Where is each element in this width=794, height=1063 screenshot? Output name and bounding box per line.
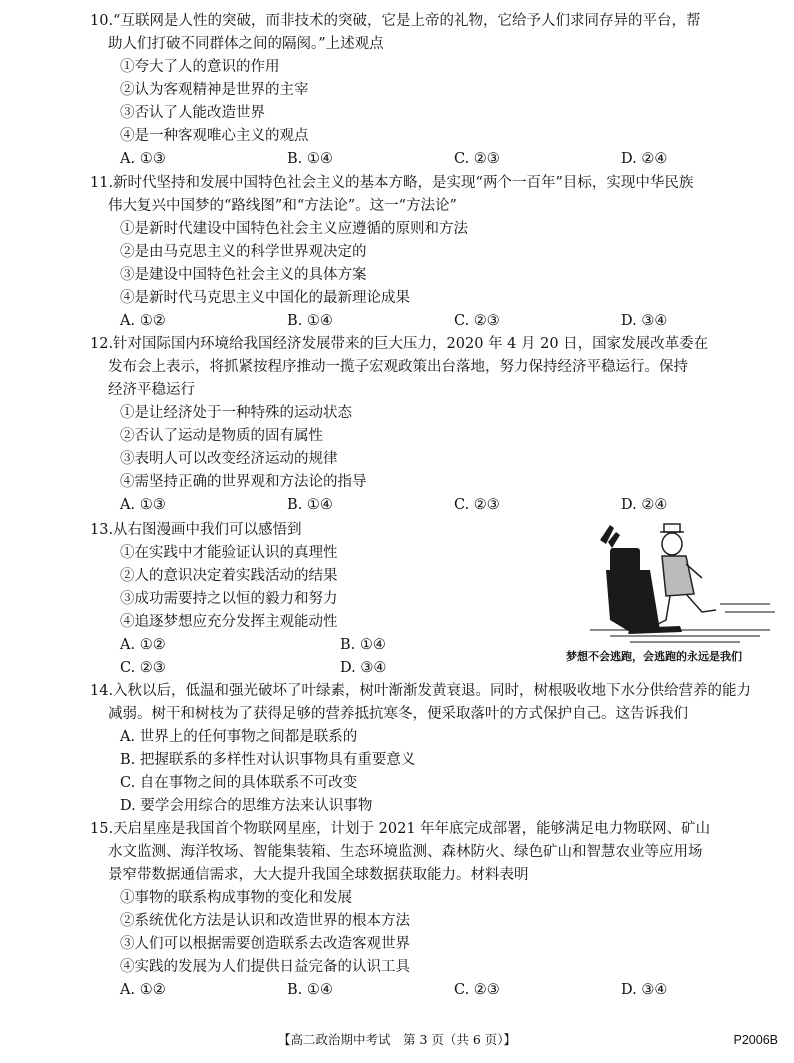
option-item: ③成功需要持之以恒的毅力和努力 — [120, 591, 338, 607]
option-item: ③是建设中国特色社会主义的具体方案 — [120, 267, 367, 283]
option-item: ③否认了人能改造世界 — [120, 105, 265, 121]
question-stem-line: 助人们打破不同群体之间的隔阂。”上述观点 — [108, 36, 384, 52]
choice-a: A. ①③ — [120, 497, 166, 513]
option-item: ①在实践中才能验证认识的真理性 — [120, 545, 338, 561]
option-item: ③表明人可以改变经济运动的规律 — [120, 451, 338, 467]
question-stem-line: 15.天启星座是我国首个物联网星座，计划于 2021 年年底完成部署，能够满足电力物联网、矿山 — [90, 821, 711, 837]
question-stem-line: 减弱。树干和树枝为了获得足够的营养抵抗寒冬，便采取落叶的方式保护自己。这告诉我们 — [108, 706, 688, 722]
footer-exam-code: P2006B — [733, 1033, 778, 1047]
choice-d: D. ③④ — [621, 982, 668, 998]
choice-d: D. ③④ — [340, 660, 387, 676]
question-stem-line: 13.从右图漫画中我们可以感悟到 — [90, 522, 302, 538]
option-item: A. 世界上的任何事物之间都是联系的 — [120, 729, 358, 745]
choice-d: D. ③④ — [621, 313, 668, 329]
choice-b: B. ①④ — [287, 497, 333, 513]
answer-choices — [108, 979, 788, 1002]
option-item: ①是新时代建设中国特色社会主义应遵循的原则和方法 — [120, 221, 468, 237]
question-stem-line: 10.“互联网是人性的突破，而非技术的突破，它是上帝的礼物，它给予人们求同存异的平台，帮 — [90, 13, 701, 29]
question-12 — [90, 333, 788, 517]
question-11 — [90, 172, 788, 333]
option-item: ②系统优化方法是认识和改造世界的根本方法 — [120, 913, 410, 929]
option-item: ①事物的联系构成事物的变化和发展 — [120, 890, 352, 906]
answer-choices — [108, 148, 788, 171]
option-item: ②认为客观精神是世界的主宰 — [120, 82, 309, 98]
choice-d: D. ②④ — [621, 151, 668, 167]
option-item: ④是一种客观唯心主义的观点 — [120, 128, 309, 144]
choice-c: C. ②③ — [120, 660, 166, 676]
choice-a: A. ①② — [120, 313, 166, 329]
option-item: ④是新时代马克思主义中国化的最新理论成果 — [120, 290, 410, 306]
choice-b: B. ①④ — [287, 982, 333, 998]
option-item: ②否认了运动是物质的固有属性 — [120, 428, 323, 444]
option-item: ①是让经济处于一种特殊的运动状态 — [120, 405, 352, 421]
choice-b: B. ①④ — [287, 313, 333, 329]
choice-c: C. ②③ — [454, 313, 500, 329]
choice-c: C. ②③ — [454, 151, 500, 167]
option-item: C. 自在事物之间的具体联系不可改变 — [120, 775, 358, 791]
question-15 — [90, 818, 788, 1002]
choice-c: C. ②③ — [454, 982, 500, 998]
choice-a: A. ①② — [120, 982, 166, 998]
option-item: ④需坚持正确的世界观和方法论的指导 — [120, 474, 367, 490]
question-stem-line: 14.入秋以后，低温和强光破坏了叶绿素，树叶渐渐发黄衰退。同时，树根吸收地下水分供给营养的能力 — [90, 683, 752, 699]
cartoon-caption: 梦想不会逃跑，会逃跑的永远是我们 — [566, 650, 742, 663]
option-item: ④实践的发展为人们提供日益完备的认识工具 — [120, 959, 410, 975]
choice-a: A. ①③ — [120, 151, 166, 167]
option-item: ③人们可以根据需要创造联系去改造客观世界 — [120, 936, 410, 952]
option-item: D. 要学会用综合的思维方法来认识事物 — [120, 798, 373, 814]
choice-b: B. ①④ — [340, 637, 386, 653]
choice-c: C. ②③ — [454, 497, 500, 513]
option-item: ①夸大了人的意识的作用 — [120, 59, 280, 75]
page-footer — [0, 1030, 794, 1050]
cartoon-image — [570, 520, 780, 650]
answer-choices — [108, 310, 788, 333]
answer-choices — [120, 634, 560, 680]
question-stem-line: 伟大复兴中国梦的“路线图”和“方法论”。这一“方法论” — [108, 198, 457, 214]
answer-choices — [108, 494, 788, 517]
option-item: ④追逐梦想应充分发挥主观能动性 — [120, 614, 338, 630]
choice-b: B. ①④ — [287, 151, 333, 167]
cartoon-illustration — [570, 520, 780, 650]
question-stem-line: 11.新时代坚持和发展中国特色社会主义的基本方略，是实现“两个一百年”目标，实现中华民族 — [90, 175, 694, 191]
question-stem-line: 景窄带数据通信需求，大大提升我国全球数据获取能力。材料表明 — [108, 867, 529, 883]
question-14 — [90, 680, 788, 818]
question-10 — [90, 10, 788, 171]
question-stem-line: 12.针对国际国内环境给我国经济发展带来的巨大压力，2020 年 4 月 20 日，国家发展改革委在 — [90, 336, 709, 352]
option-item: ②是由马克思主义的科学世界观决定的 — [120, 244, 367, 260]
question-13 — [90, 519, 538, 634]
choice-d: D. ②④ — [621, 497, 668, 513]
option-item: B. 把握联系的多样性对认识事物具有重要意义 — [120, 752, 416, 768]
choice-a: A. ①② — [120, 637, 166, 653]
question-stem-line: 水文监测、海洋牧场、智能集装箱、生态环境监测、森林防火、绿色矿山和智慧农业等应用场 — [108, 844, 703, 860]
option-item: ②人的意识决定着实践活动的结果 — [120, 568, 338, 584]
question-stem-line: 发布会上表示，将抓紧按程序推动一揽子宏观政策出台落地，努力保持经济平稳运行。保持 — [108, 359, 688, 375]
question-stem-line: 经济平稳运行 — [108, 382, 195, 398]
footer-page-info: 【高二政治期中考试 第 3 页（共 6 页）】 — [277, 1032, 517, 1047]
